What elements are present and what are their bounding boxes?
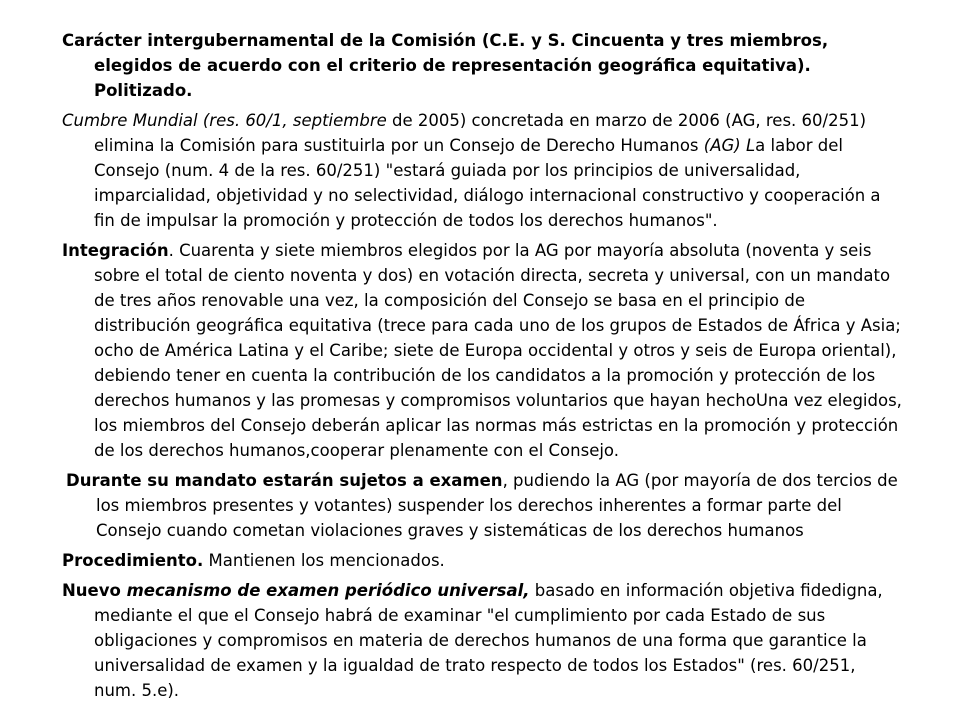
mecanismo-nuevo: Nuevo [62,581,121,600]
comision-text: Carácter intergubernamental de la Comisión (C.E. y S. Cincuenta y tres miembros, elegidos de acuerdo con el criterio de representación geográfica equitativa). Politizado. [62,31,829,100]
procedimiento-text: Mantienen los mencionados. [203,551,445,570]
mecanismo-heading: mecanismo de examen periódico universal, [120,581,530,600]
cumbre-res-ref: (res. 60/1, septiembre [197,111,387,130]
cumbre-title: Cumbre Mundial [62,111,198,130]
cumbre-text-1: de 2005) concretada en marzo de 2006 (AG, res. 60/251) elimina la Comisión para sustituirla por un Consejo de Derecho Humanos [94,111,867,155]
integracion-heading: Integración [62,241,169,260]
paragraph-procedimiento [62,548,902,573]
paragraph-cumbre-mundial [62,108,902,233]
mandato-text: , pudiendo la AG (por mayoría de dos tercios de los miembros presentes y votantes) suspender los derechos inherentes a formar parte del Consejo cuando cometan violaciones graves y sistemáticas de los derechos humanos [96,471,898,540]
cumbre-ag-ref: (AG) L [703,136,756,155]
paragraph-mecanismo [62,578,902,703]
procedimiento-heading: Procedimiento. [62,551,204,570]
mecanismo-text: basado en información objetiva fidedigna, mediante el que el Consejo habrá de examinar "el cumplimiento por cada Estado de sus obligaciones y compromisos en materia de derechos humanos de una forma que garantice la universalidad de examen y la igualdad de trato respecto de todos los Estados" (res. 60/251, num. 5.e). [94,581,883,700]
paragraph-integracion [62,238,902,463]
paragraph-comision [62,28,902,103]
integracion-text: . Cuarenta y siete miembros elegidos por la AG por mayoría absoluta (noventa y seis sobre el total de ciento noventa y dos) en votación directa, secreta y universal, con un mandato de tres años renovable una vez, la composición del Consejo se basa en el principio de distribución geográfica equitativa (trece para cada uno de los grupos de Estados de África y Asia; ocho de América Latina y el Caribe; siete de Europa occidental y otros y seis de Europa oriental), debiendo tener en cuenta la contribución de los candidatos a la promoción y protección de los derechos humanos y las promesas y compromisos voluntarios que hayan hechoUna vez elegidos, los miembros del Consejo deberán aplicar las normas más estrictas en la promoción y protección de los derechos humanos,cooperar plenamente con el Consejo. [94,241,902,460]
cumbre-text-2: a labor del Consejo (num. 4 de la res. 60/251) "estará guiada por los principios de universalidad, imparcialidad, objetividad y no selectividad, diálogo internacional constructivo y cooperación a fin de impulsar la promoción y protección de todos los derechos humanos". [94,136,881,230]
mandato-heading: Durante su mandato estarán sujetos a examen [66,471,503,490]
paragraph-mandato [62,468,902,543]
